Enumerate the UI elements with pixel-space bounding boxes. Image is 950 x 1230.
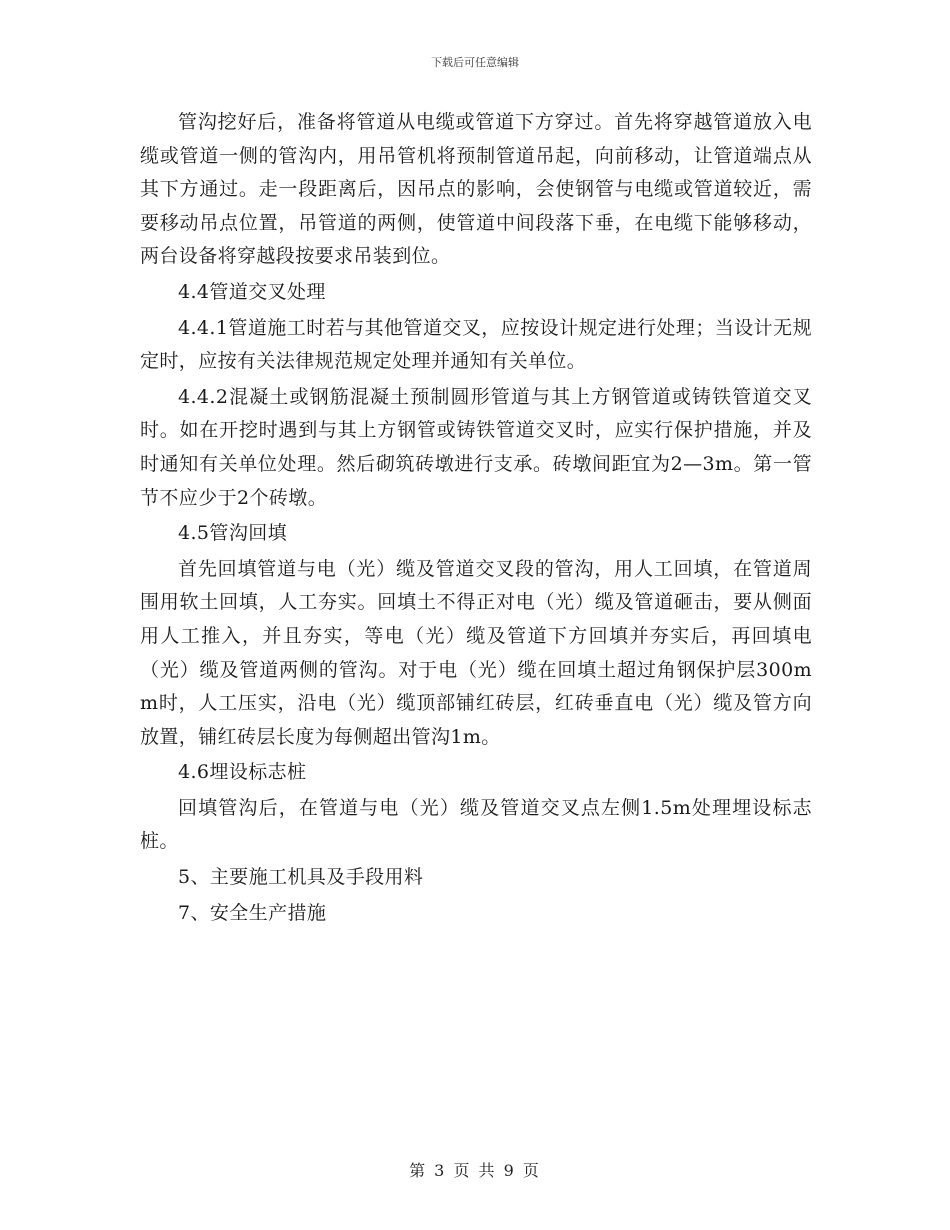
paragraph-4-6: 回填管沟后，在管道与电（光）缆及管道交叉点左侧1.5m处理埋设标志桩。 — [140, 796, 812, 853]
paragraph-pipe-crossing: 管沟挖好后，准备将管道从电缆或管道下方穿过。首先将穿越管道放入电缆或管道一侧的管沟内，用吊管机将预制管道吊起，向前移动，让管道端点从其下方通过。走一段距离后，因吊点的影响，会使钢管与电缆或管道较近，需要移动吊点位置，吊管道的两侧，使管道中间段落下垂，在电缆下能够移动，两台设备将穿越段按要求吊装到位。 — [140, 111, 812, 268]
paragraph-4-5: 首先回填管道与电（光）缆及管道交叉段的管沟，用人工回填，在管道周围用软土回填，人工夯实。回填土不得正对电（光）缆及管道砸击，要从侧面用人工推入，并且夯实，等电（光）缆及管道下方回填并夯实后，再回填电（光）缆及管道两侧的管沟。对于电（光）缆在回填土超过角钢保护层300mm时，人工压实，沿电（光）缆顶部铺红砖层，红砖垂直电（光）缆及管方向放置，铺红砖层长度为每侧超出管沟1m。 — [140, 557, 812, 748]
paragraph-4-4-2: 4.4.2混凝土或钢筋混凝土预制圆形管道与其上方钢管道或铸铁管道交叉时。如在开挖时遇到与其上方钢管或铸铁管道交叉时，应实行保护措施，并及时通知有关单位处理。然后砌筑砖墩进行支承。砖墩间距宜为2—3m。第一管节不应少于2个砖墩。 — [140, 385, 812, 509]
section-heading-5: 5、主要施工机具及手段用料 — [178, 866, 424, 889]
section-heading-4-4: 4.4管道交叉处理 — [178, 280, 326, 303]
section-heading-4-5: 4.5管沟回填 — [178, 522, 288, 545]
section-heading-7: 7、安全生产措施 — [178, 901, 327, 924]
page-header: 下载后可任意编辑 — [431, 56, 519, 69]
section-heading-4-6: 4.6埋设标志桩 — [178, 761, 307, 784]
paragraph-4-4-1: 4.4.1管道施工时若与其他管道交叉，应按设计规定进行处理；当设计无规定时，应按有关法律规范规定处理并通知有关单位。 — [140, 316, 812, 373]
page-number: 第 3 页 共 9 页 — [409, 1161, 541, 1180]
document-body — [140, 106, 812, 930]
